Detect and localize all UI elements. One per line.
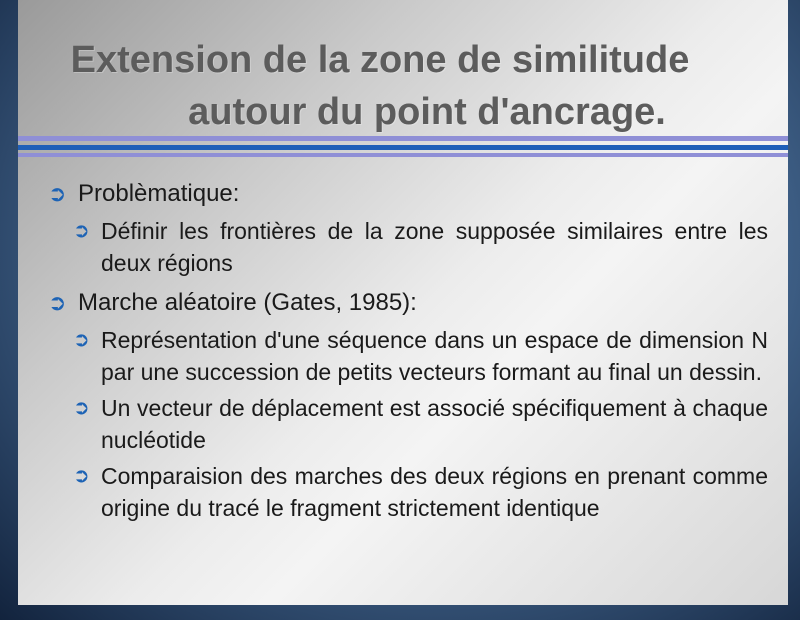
sub-bullet-vecteur — [18, 392, 788, 456]
title-rule-top — [18, 136, 788, 141]
sub-bullet-text: Comparaision des marches des deux régions en prenant comme origine du tracé le fragment strictement identique — [101, 463, 768, 521]
title-line-1: Extension de la zone de similitude — [70, 39, 690, 81]
right-arrow-icon: ➲ — [73, 397, 90, 419]
title-line-2: autour du point d'ancrage. — [188, 91, 666, 133]
slide-title — [18, 34, 788, 138]
sub-bullet-representation — [18, 324, 788, 388]
bullet-text: Marche aléatoire (Gates, 1985): — [78, 289, 417, 316]
right-arrow-icon: ➲ — [73, 220, 90, 242]
right-arrow-icon: ➲ — [73, 465, 90, 487]
bullet-text: Problèmatique: — [78, 180, 240, 207]
bullet-problematique — [18, 178, 788, 209]
right-arrow-icon: ➲ — [48, 290, 67, 315]
sub-bullet-text: Représentation d'une séquence dans un espace de dimension N par une succession de petits vecteurs formant au final un dessin. — [101, 327, 768, 385]
sub-bullet-comparaison — [18, 460, 788, 524]
slide-content — [18, 178, 788, 524]
title-rule-middle — [18, 145, 788, 150]
right-arrow-icon: ➲ — [48, 181, 67, 206]
sub-bullet-definir — [18, 215, 788, 279]
sub-bullet-text: Un vecteur de déplacement est associé spécifiquement à chaque nucléotide — [101, 395, 768, 453]
bullet-marche-aleatoire — [18, 287, 788, 318]
title-rule-bottom — [18, 153, 788, 157]
right-arrow-icon: ➲ — [73, 329, 90, 351]
slide — [18, 0, 788, 605]
sub-bullet-text: Définir les frontières de la zone supposée similaires entre les deux régions — [101, 218, 768, 276]
